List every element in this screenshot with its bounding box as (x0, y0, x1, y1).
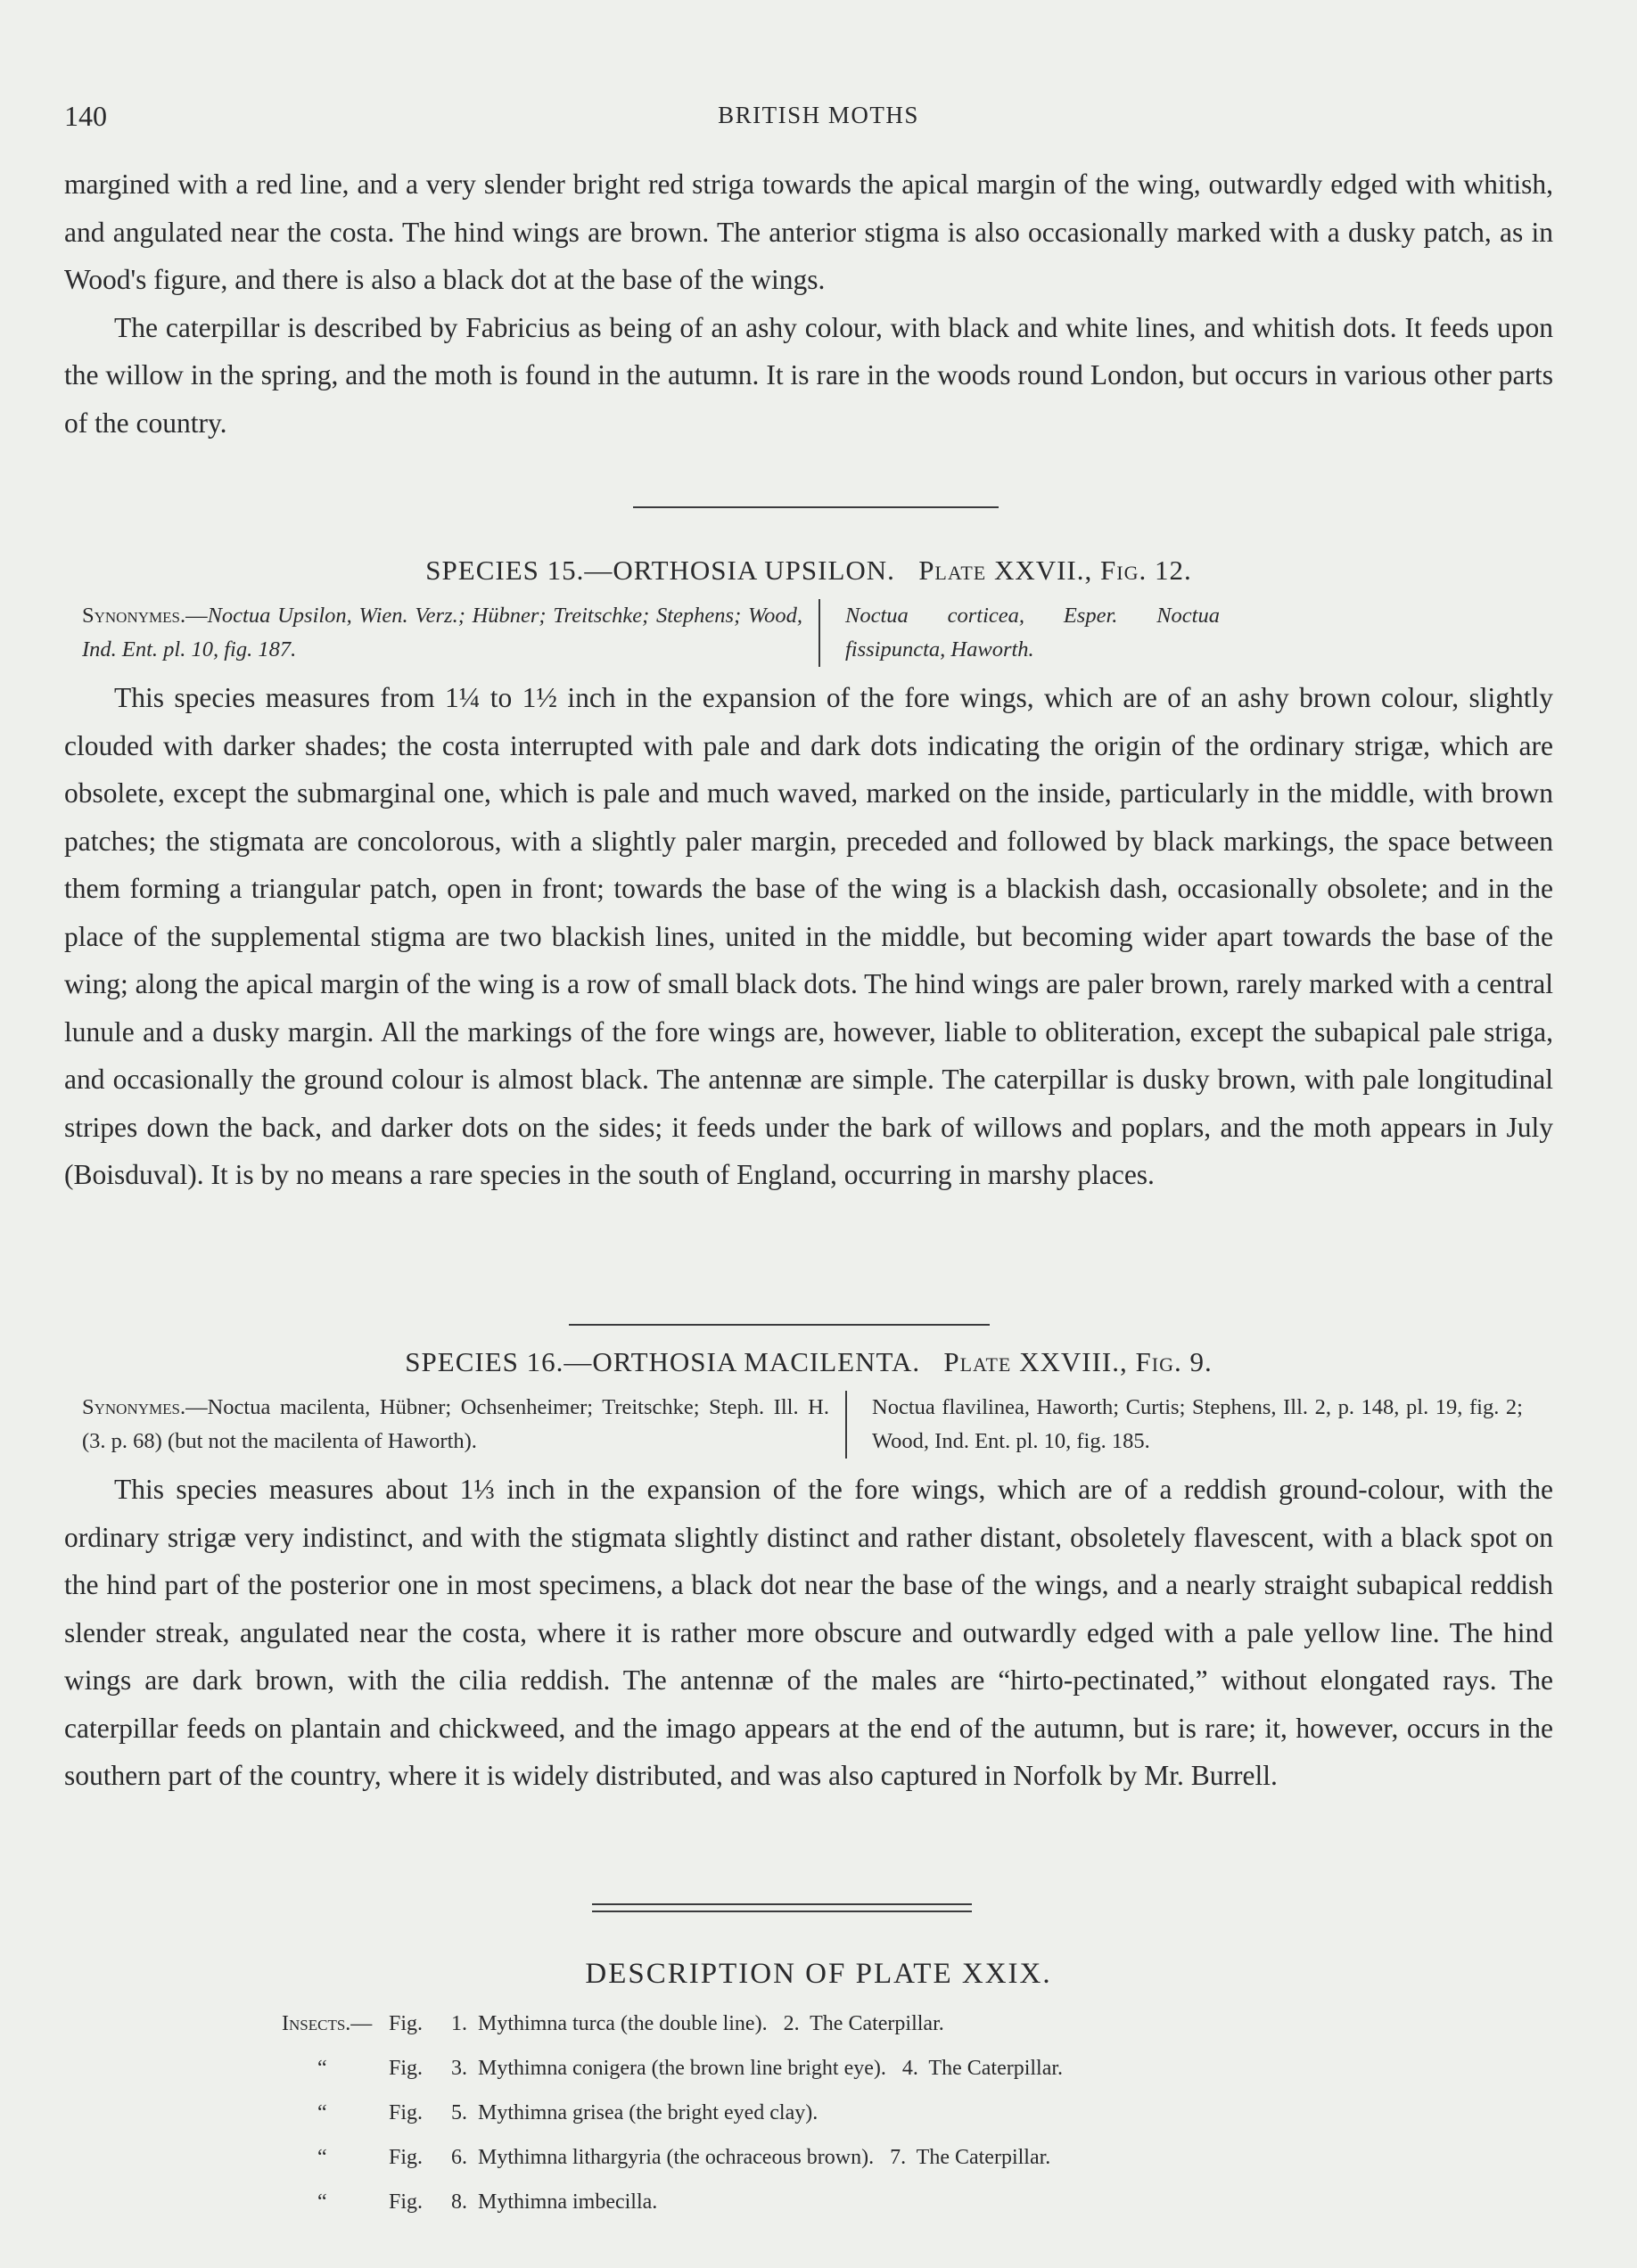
plate-figure-list (282, 2001, 1063, 2224)
running-title: BRITISH MOTHS (718, 102, 919, 128)
plate-row-fig: Fig. (389, 2145, 424, 2169)
plate-description-title: DESCRIPTION OF PLATE XXIX. (585, 1958, 1052, 1990)
plate-row-label: “ (317, 2100, 327, 2124)
plate-row-text: 5. Mythimna grisea (the bright eyed clay). (451, 2100, 818, 2124)
section-divider (633, 506, 999, 508)
species-16-synonyms-label: Synonymes.— (82, 1395, 208, 1419)
intro-section (64, 160, 1553, 447)
species-16-synonyms-left-text: Noctua macilenta, Hübner; Ochsenheimer; Treitschke; Steph. Ill. H. (3. p. 68) (but not the macilenta of Haworth). (82, 1395, 829, 1453)
plate-description-section (0, 1958, 1637, 1991)
species-16-heading (64, 1346, 1553, 1378)
intro-paragraph-2: The caterpillar is described by Fabricius as being of an ashy colour, with black and white lines, and whitish dots. It feeds upon the willow in the spring, and the moth is found in the autumn. It is rare in the woods round London, but occurs in various other parts of the country. (64, 311, 1553, 439)
species-15-synonyms-label: Synonymes.— (82, 604, 208, 628)
species-16-description: This species measures about 1⅓ inch in the expansion of the fore wings, which are of a reddish ground-colour, with the ordinary strigæ very indistinct, and with the stigmata slightly distinct and rather distant, obsoletely flavescent, with a black spot on the hind part of the posterior one in most specimens, a black dot near the base of the wings, and a nearly straight subapical reddish slender streak, angulated near the costa, where it is rather more obscure and outwardly edged with a pale yellow line. The hind wings are dark brown, with the cilia reddish. The antennæ of the males are “hirto-pectinated,” without elongated rays. The caterpillar feeds on plantain and chickweed, and the imago appears at the end of the autumn, but is rare; it, however, occurs in the southern part of the country, where it is widely distributed, and was also captured in Norfolk by Mr. Burrell. (64, 1474, 1553, 1791)
species-15-title: SPECIES 15.—ORTHOSIA UPSILON. (425, 555, 895, 586)
species-15-synonyms-left-text: Noctua Upsilon, Wien. Verz.; Hübner; Treitschke; Stephens; Wood, Ind. Ent. pl. 10, fig. 187. (82, 604, 802, 662)
plate-row-label: “ (317, 2145, 327, 2169)
species-16-section (64, 1346, 1553, 1800)
intro-paragraph-1: margined with a red line, and a very slender bright red striga towards the apical margin of the wing, outwardly edged with whitish, and angulated near the costa. The hind wings are brown. The anterior stigma is also occasionally marked with a dusky patch, as in Wood's figure, and there is also a black dot at the base of the wings. (64, 168, 1553, 295)
plate-row-fig: Fig. (389, 2100, 424, 2124)
plate-row-label: Insects.— (282, 2011, 373, 2035)
page-number: 140 (64, 100, 107, 132)
plate-row-fig: Fig. (389, 2011, 424, 2035)
species-15-heading (64, 555, 1553, 587)
plate-row-text: 8. Mythimna imbecilla. (451, 2190, 658, 2214)
plate-row (282, 2091, 1063, 2135)
section-divider (569, 1324, 990, 1326)
double-rule-top (592, 1903, 972, 1905)
plate-row (282, 2135, 1063, 2180)
species-16-plate-ref: Plate XXVIII., Fig. 9. (943, 1346, 1213, 1377)
species-15-synonyms-left (82, 599, 802, 667)
species-15-plate-ref: Plate XXVII., Fig. 12. (918, 555, 1192, 586)
plate-row-fig: Fig. (389, 2190, 424, 2214)
plate-row-text: 1. Mythimna turca (the double line). 2. The Caterpillar. (451, 2011, 944, 2035)
species-15-section (64, 555, 1553, 1199)
plate-row-text: 6. Mythimna lithargyria (the ochraceous brown). 7. The Caterpillar. (451, 2145, 1051, 2169)
species-15-description: This species measures from 1¼ to 1½ inch in the expansion of the fore wings, which are of an ashy brown colour, slightly clouded with darker shades; the costa interrupted with pale and dark dots indicating the origin of the ordinary strigæ, which are obsolete, except the submarginal one, which is pale and much waved, marked on the inside, particularly in the middle, with brown patches; the stigmata are concolorous, with a slightly paler margin, preceded and followed by black markings, the space between them forming a triangular patch, open in front; towards the base of the wing is a blackish dash, occasionally obsolete; and in the place of the supplemental stigma are two blackish lines, united in the middle, but becoming wider apart towards the base of the wing; along the apical margin of the wing is a row of small black dots. The hind wings are paler brown, rarely marked with a central lunule and a dusky margin. All the markings of the fore wings are, however, liable to obliteration, except the subapical pale striga, and occasionally the ground colour is almost black. The antennæ are simple. The caterpillar is dusky brown, with pale longitudinal stripes down the back, and darker dots on the sides; it feeds under the bark of willows and poplars, and the moth appears in July (Boisduval). It is by no means a rare species in the south of England, occurring in marshy places. (64, 682, 1553, 1190)
plate-row (282, 2180, 1063, 2224)
plate-row-label: “ (317, 2190, 327, 2214)
plate-row-text: 3. Mythimna conigera (the brown line bright eye). 4. The Caterpillar. (451, 2056, 1064, 2080)
species-16-synonyms-left (82, 1391, 829, 1459)
plate-row-label: “ (317, 2056, 327, 2080)
species-16-title: SPECIES 16.—ORTHOSIA MACILENTA. (405, 1346, 921, 1377)
plate-row (282, 2046, 1063, 2091)
synonyms-separator (845, 1391, 847, 1459)
species-15-synonyms-right: Noctua corticea, Esper. Noctua fissipuncta, Haworth. (845, 604, 1220, 662)
plate-row (282, 2001, 1063, 2046)
plate-row-fig: Fig. (389, 2056, 424, 2080)
species-15-synonyms (82, 599, 1553, 667)
double-rule-bottom (592, 1911, 972, 1912)
species-16-synonyms (82, 1391, 1553, 1459)
synonyms-separator (818, 599, 820, 667)
species-16-synonyms-right: Noctua flavilinea, Haworth; Curtis; Stephens, Ill. 2, p. 148, pl. 19, fig. 2; Wood, Ind. Ent. pl. 10, fig. 185. (872, 1395, 1523, 1453)
